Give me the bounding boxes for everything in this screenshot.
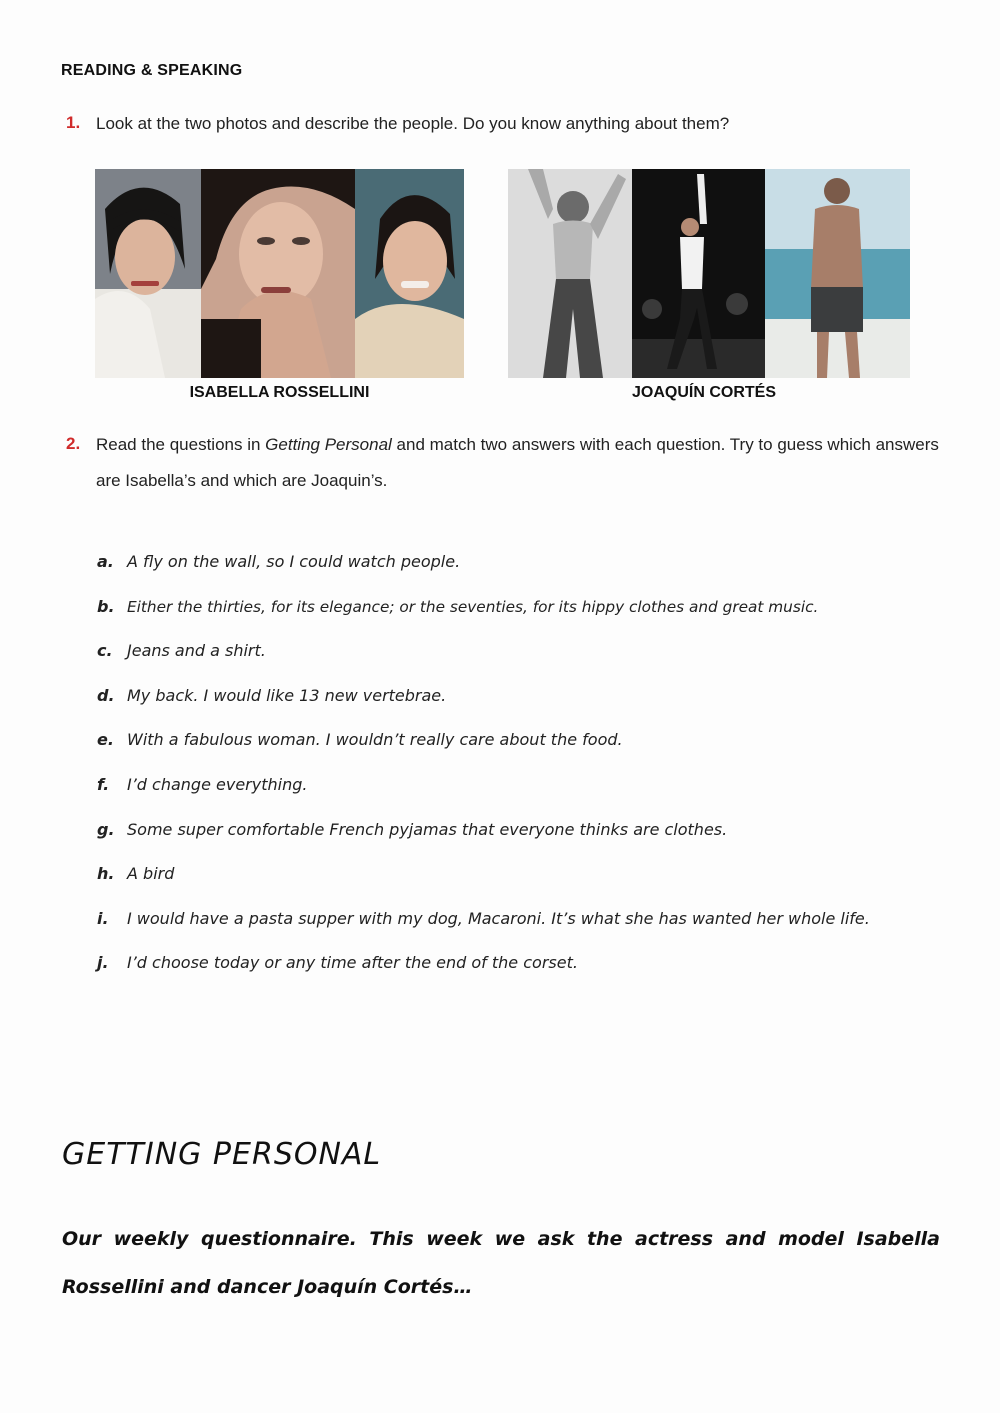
answer-text: Either the thirties, for its elegance; or the seventies, for its hippy clothes and great music. (127, 597, 819, 616)
joaquin-photo-collage (508, 169, 910, 378)
caption-joaquin: JOAQUÍN CORTÉS (631, 384, 776, 401)
isabella-photo-collage (95, 169, 464, 378)
answer-letter: c. (97, 641, 113, 661)
answer-text: Some super comfortable French pyjamas that everyone thinks are clothes. (127, 819, 728, 839)
answer-letter: i. (97, 908, 109, 928)
answer-item-a (97, 540, 942, 585)
section-heading: READING & SPEAKING (61, 62, 243, 79)
answer-text: I would have a pasta supper with my dog, Macaroni. It’s what she has wanted her whole life. (127, 908, 870, 928)
caption-isabella: ISABELLA ROSSELLINI (189, 384, 370, 401)
answer-item-g (97, 808, 942, 853)
answer-text: Jeans and a shirt. (127, 641, 266, 661)
question-2-text (96, 427, 946, 499)
joaquin-photo-3 (765, 169, 910, 378)
question-2-text-before: Read the questions in (96, 435, 266, 454)
answer-item-j (97, 941, 942, 986)
question-1-text: Look at the two photos and describe the people. Do you know anything about them? (96, 114, 730, 133)
getting-personal-title: GETTING PERSONAL (62, 1137, 382, 1172)
answers-list (97, 540, 942, 986)
question-1-number: 1. (66, 113, 81, 132)
question-2-text-after: and match two answers with each question. Try to guess which answers are Isabella’s and which are Joaquin’s. (96, 435, 939, 490)
joaquin-photo-1 (508, 169, 632, 378)
answer-text: I’d choose today or any time after the end of the corset. (127, 953, 578, 973)
joaquin-photo-2 (632, 169, 765, 378)
question-2-text-title: Getting Personal (265, 435, 392, 454)
answer-item-d (97, 674, 942, 719)
answer-item-b (97, 585, 942, 630)
answer-item-f (97, 763, 942, 808)
answer-text: A bird (127, 864, 175, 884)
answer-letter: a. (97, 552, 114, 571)
answer-letter: b. (97, 596, 115, 616)
answer-item-h (97, 852, 942, 897)
answer-letter: j. (97, 953, 109, 973)
answer-item-c (97, 629, 942, 674)
isabella-photo-1 (95, 169, 201, 378)
answer-letter: e. (97, 730, 114, 750)
answer-text: I’d change everything. (127, 774, 308, 794)
answer-text: With a fabulous woman. I wouldn’t really care about the food. (127, 730, 623, 750)
answer-item-e (97, 718, 942, 763)
isabella-photo-2 (201, 169, 355, 378)
question-2-number: 2. (66, 434, 81, 453)
answer-letter: g. (97, 819, 115, 839)
answer-letter: f. (97, 774, 110, 794)
answer-text: My back. I would like 13 new vertebrae. (127, 685, 447, 705)
answer-letter: d. (97, 685, 115, 705)
answer-item-i (97, 897, 942, 942)
getting-personal-intro: Our weekly questionnaire. This week we ask the actress and model Isabella Rossellini and dancer Joaquín Cortés… (62, 1228, 940, 1298)
answer-letter: h. (97, 864, 115, 884)
answer-text: A fly on the wall, so I could watch people. (127, 552, 461, 571)
isabella-photo-3 (355, 169, 464, 378)
